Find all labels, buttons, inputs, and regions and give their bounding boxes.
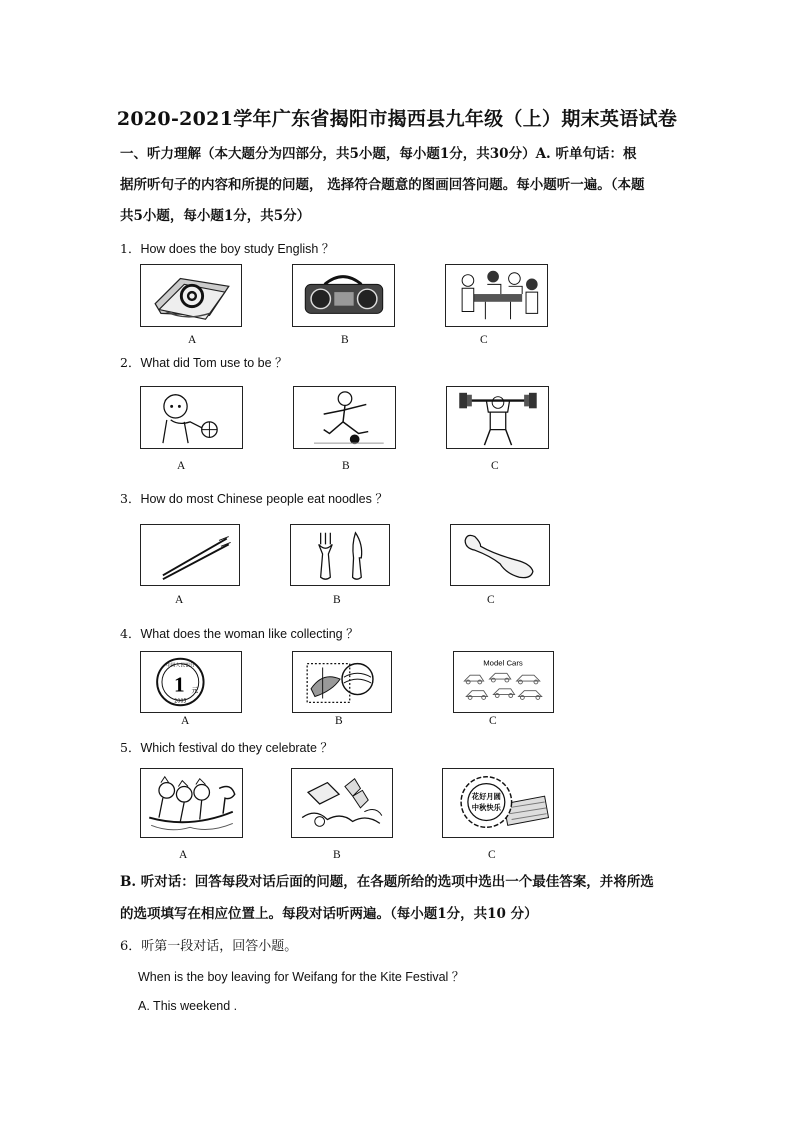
section-b-instructions [120,866,680,930]
fork-knife-icon[interactable] [290,524,390,586]
option-label: B [335,715,343,727]
mooncake-icon[interactable] [442,768,554,838]
question-6-intro: 6．听第一段对话，回答小题。 [120,939,298,954]
zongzi-icon[interactable] [291,768,393,838]
question-5: 5．Which festival do they celebrate ？ [120,740,333,755]
group-study-icon[interactable] [445,264,548,327]
option-label: C [489,715,497,727]
dragon-boat-icon[interactable] [140,768,243,838]
model-cars-caption: Model Cars [483,658,523,668]
section-line: 据所听句子的内容和所提的问题， 选择符合题意的图画回答问题。每小题听一遍。（本题 [120,177,645,193]
question-1: 1．How does the boy study English ？ [120,241,335,256]
question-4: 4．What does the woman like collecting ？ [120,626,359,641]
section-line: B. 听对话：回答每段对话后面的问题，在各题所给的选项中选出一个最佳答案，并将所选 [120,874,654,890]
question-3: 3．How do most Chinese people eat noodles ？ [120,491,388,506]
section-line: 共5小题，每小题1分，共5分） [120,208,311,224]
question-6-text: When is the boy leaving for Weifang for the Kite Festival ？ [138,970,465,984]
option-label: A [181,715,190,727]
option-label: B [341,334,349,346]
chopsticks-icon[interactable] [140,524,240,586]
option-label: C [488,849,496,861]
stamp-icon[interactable] [292,651,392,713]
cassette-player-icon[interactable] [292,264,395,327]
question-6-option-a[interactable]: A. This weekend . [138,999,238,1013]
basketball-player-icon[interactable] [140,386,243,449]
option-label: C [491,460,499,472]
section-listening-instructions [120,139,680,232]
option-label: C [480,334,488,346]
option-label: A [179,849,188,861]
coin-year: 2005 [174,699,187,705]
coin-value: 1 [174,672,185,697]
page-title: 2020-2021学年广东省揭阳市揭西县九年级（上）期末英语试卷 [116,108,678,130]
coin-unit: 元 [191,686,199,695]
email-icon[interactable] [140,264,242,327]
spoon-icon[interactable] [450,524,550,586]
section-line: 一、听力理解（本大题分为四部分，共5小题，每小题1分，共30分）A. 听单句话：根 [120,146,637,162]
option-label: A [177,460,186,472]
option-label: B [333,849,341,861]
mooncake-text-1: 花好月圆 [471,792,501,802]
weightlifter-icon[interactable] [446,386,549,449]
soccer-player-icon[interactable] [293,386,396,449]
model-cars-icon[interactable] [453,651,554,713]
coin-top-text: 中国人民银行 [165,663,195,669]
coin-icon[interactable] [140,651,242,713]
option-label: C [487,594,495,606]
section-line: 的选项填写在相应位置上。每段对话听两遍。（每小题1分，共10 分） [120,906,538,922]
option-label: A [188,334,197,346]
mooncake-text-2: 中秋快乐 [471,802,501,812]
option-label: B [333,594,341,606]
option-label: B [342,460,350,472]
question-2: 2．What did Tom use to be ？ [120,355,288,370]
option-label: A [175,594,184,606]
